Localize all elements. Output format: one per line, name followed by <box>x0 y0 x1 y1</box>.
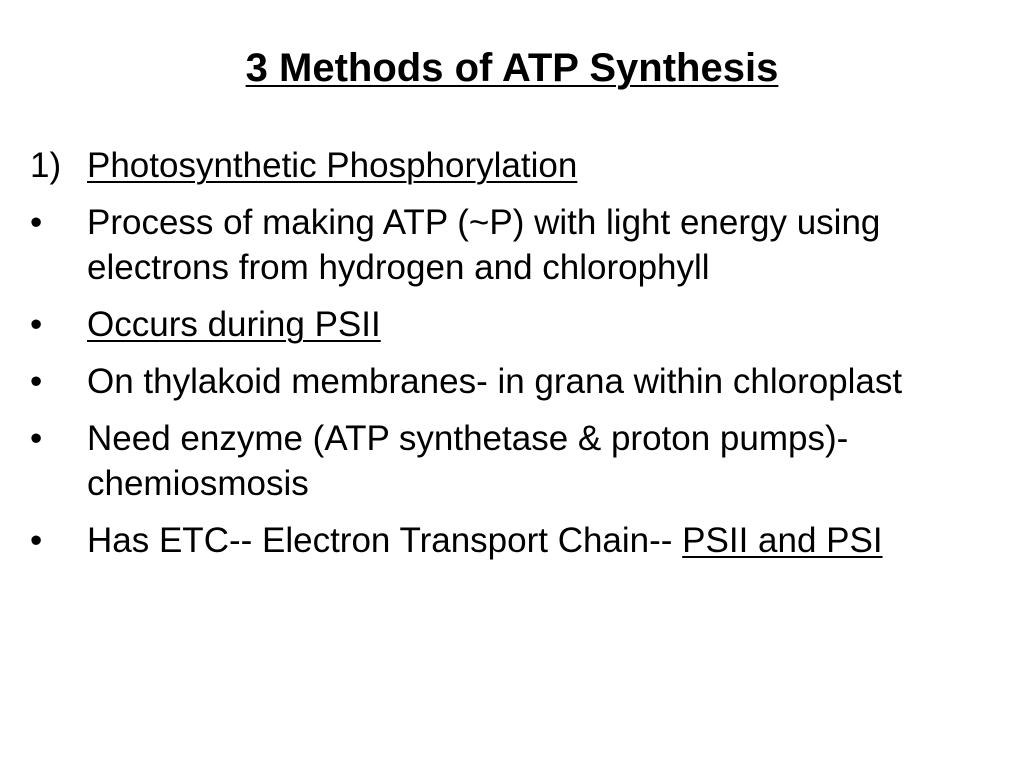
bullet-text: Need enzyme (ATP synthetase & proton pumps)- chemiosmosis <box>87 419 849 503</box>
bullet-marker: • <box>30 521 43 560</box>
bullet-item <box>30 302 990 347</box>
bullet-marker: • <box>30 203 43 242</box>
bullet-text-underlined: PSII and PSI <box>682 521 883 560</box>
bullet-item <box>30 200 990 290</box>
bullet-marker: • <box>30 362 43 401</box>
bullet-text-plain: Has ETC-- Electron Transport Chain-- <box>87 521 683 560</box>
heading-text: Photosynthetic Phosphorylation <box>87 146 578 185</box>
bullet-marker: • <box>30 305 43 344</box>
heading-item <box>30 143 990 188</box>
bullet-text: On thylakoid membranes- in grana within chloroplast <box>87 362 903 401</box>
heading-number: 1) <box>30 146 62 185</box>
bullet-text: Occurs during PSII <box>87 305 381 344</box>
bullet-item <box>30 416 990 506</box>
bullet-item <box>30 518 990 563</box>
bullet-item <box>30 359 990 404</box>
bullet-marker: • <box>30 419 43 458</box>
bullet-text: Process of making ATP (~P) with light energy using electrons from hydrogen and chlorophyll <box>87 203 881 287</box>
slide-content <box>30 143 990 575</box>
bullet-text <box>87 518 990 563</box>
slide-title: 3 Methods of ATP Synthesis <box>245 46 779 90</box>
